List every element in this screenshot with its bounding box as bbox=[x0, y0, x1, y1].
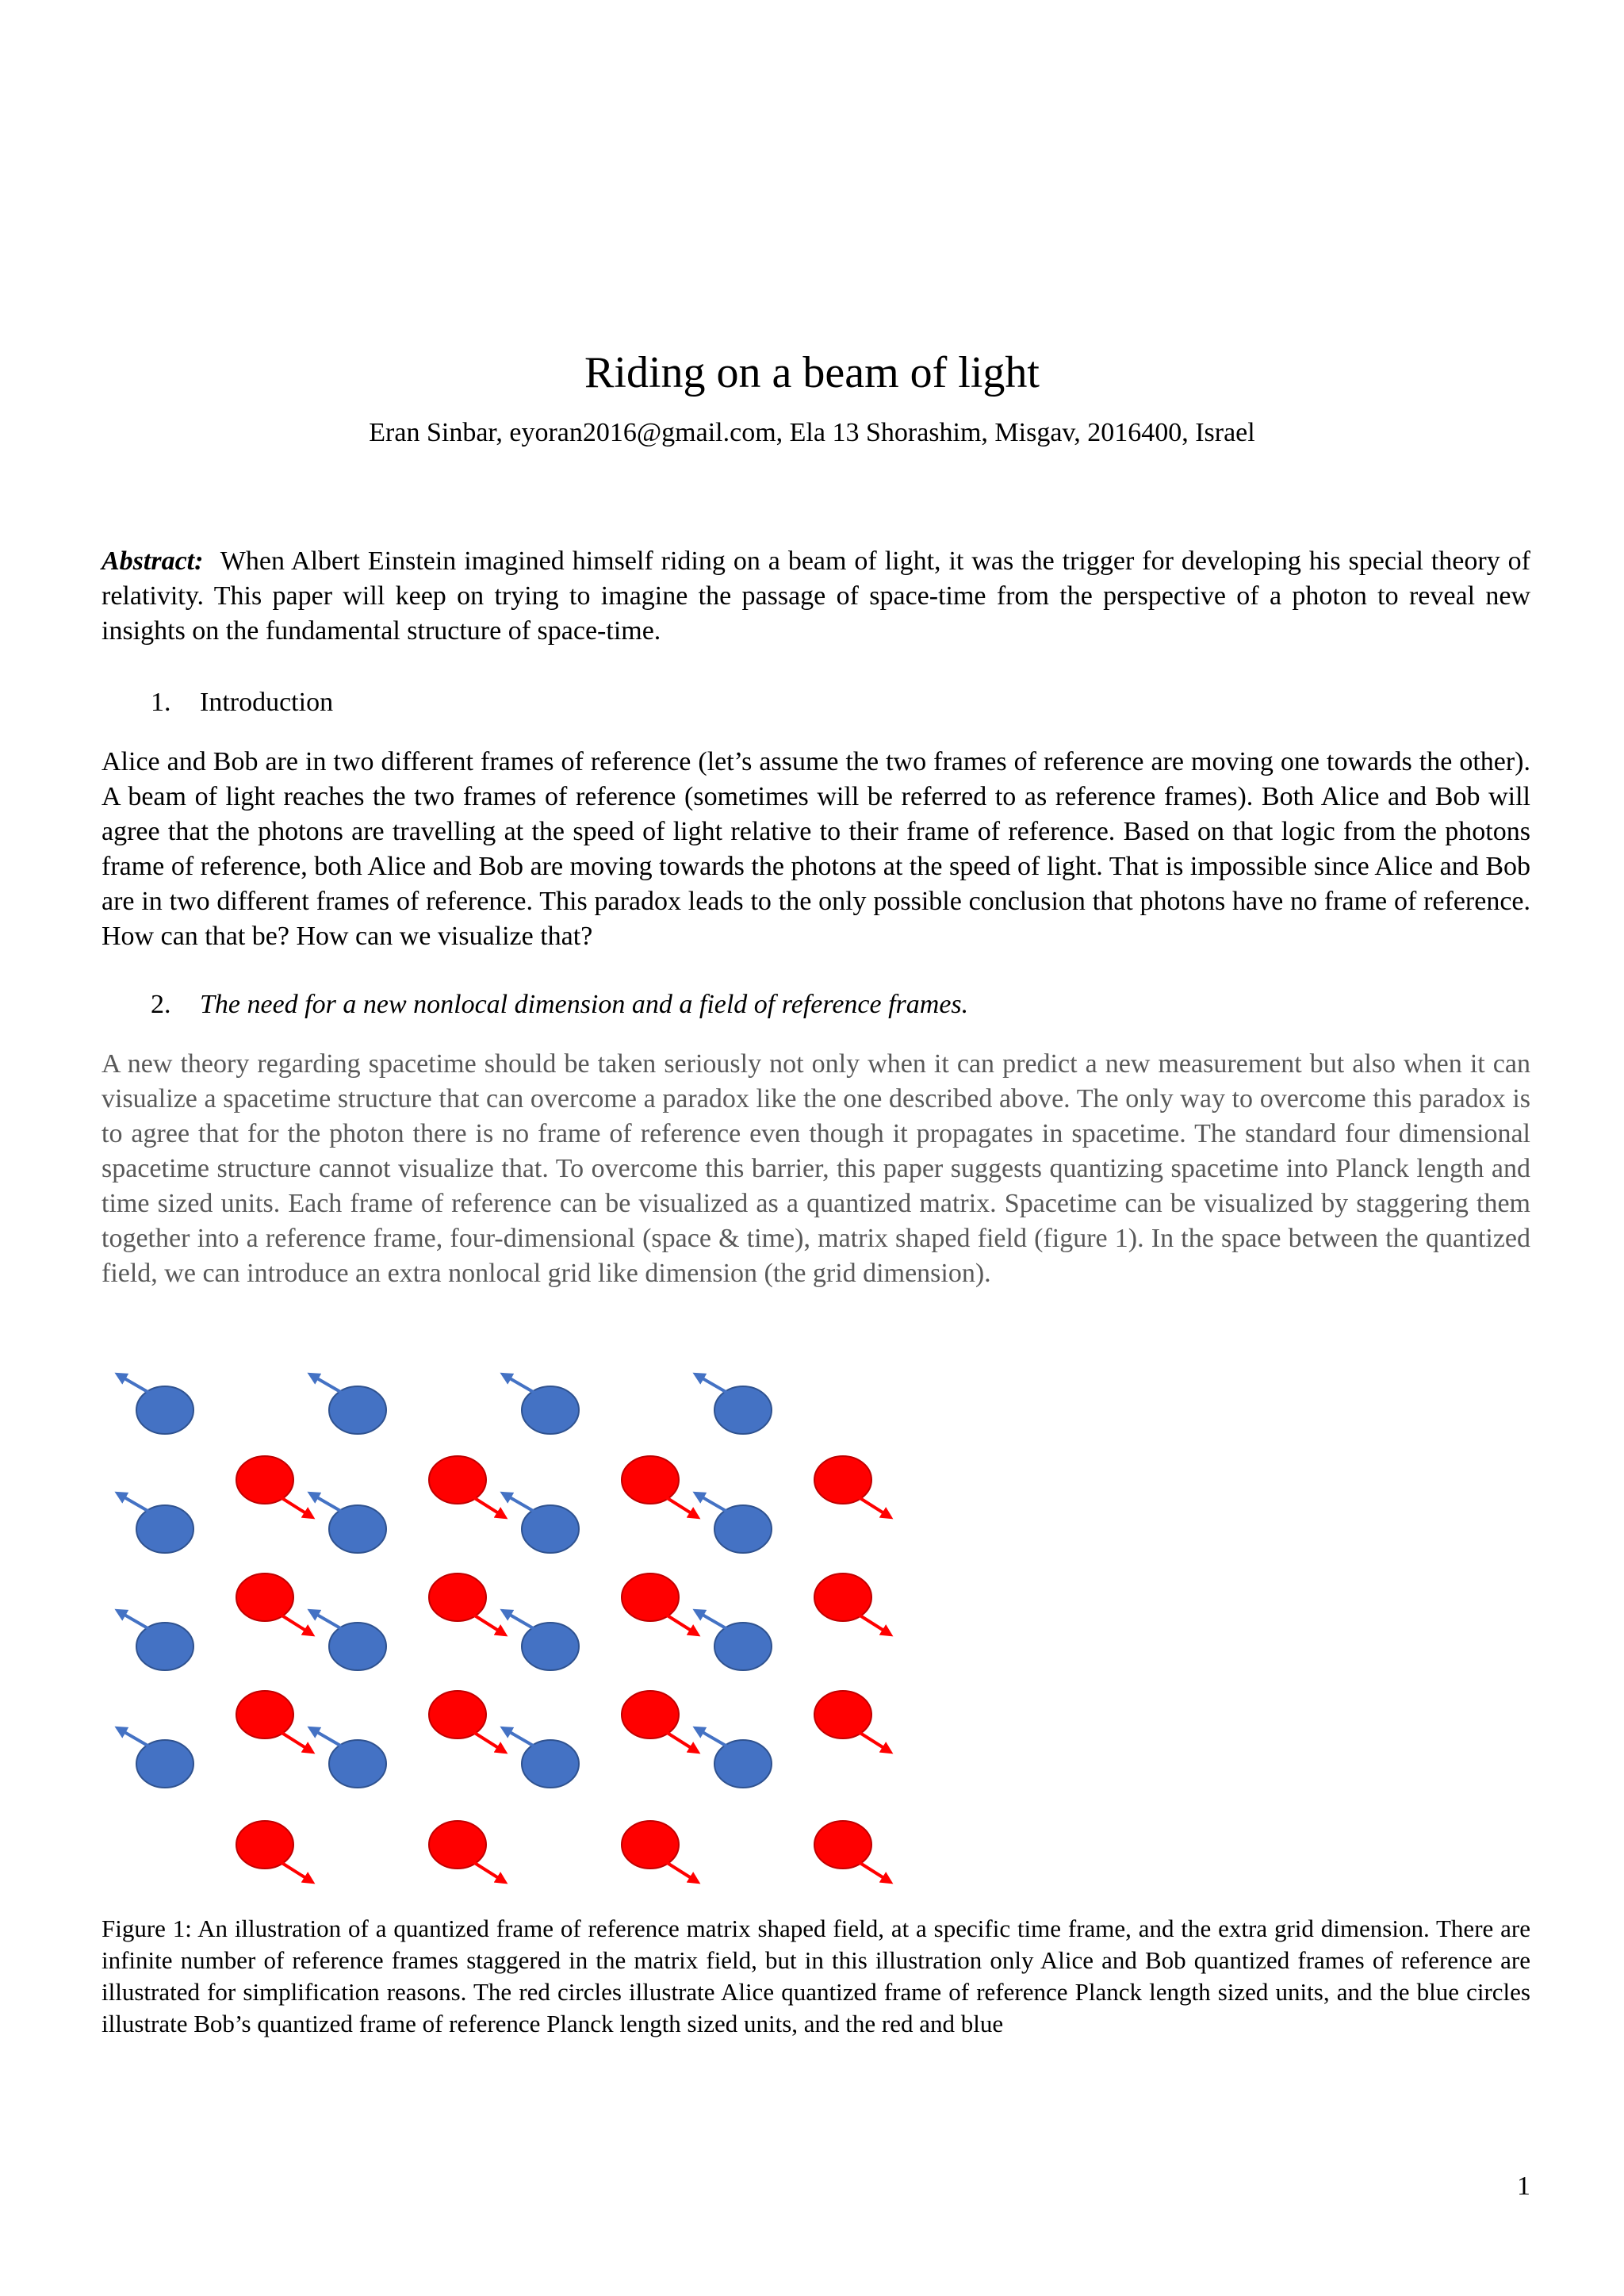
red-circle-alice bbox=[814, 1691, 889, 1751]
section-title: Introduction bbox=[200, 688, 334, 717]
red-circle-alice bbox=[236, 1573, 311, 1634]
blue-circle-bob bbox=[504, 1375, 579, 1434]
red-arrow-down-right bbox=[473, 1862, 504, 1881]
red-arrow-down-right bbox=[666, 1732, 696, 1751]
abstract-text: When Albert Einstein imagined himself riding on a beam of light, it was the trigger for developing his special theory of relativity. This paper will keep on trying to imagine the passage of space-time from the perspective of a photon to reveal new insights on the fundamental structure of space-time. bbox=[102, 546, 1530, 646]
paper-title: Riding on a beam of light bbox=[584, 348, 1040, 397]
blue-arrow-up-left bbox=[119, 1729, 149, 1746]
figure-1-illustration bbox=[102, 1361, 934, 1892]
blue-arrow-up-left bbox=[697, 1375, 727, 1393]
red-circle-alice bbox=[429, 1573, 504, 1634]
blue-circle-bob bbox=[312, 1729, 386, 1788]
blue-circle-bob bbox=[312, 1494, 386, 1553]
section-title: The need for a new nonlocal dimension and a field of reference frames. bbox=[200, 990, 969, 1019]
blue-arrow-up-left bbox=[504, 1612, 534, 1629]
red-circle-alice bbox=[236, 1821, 311, 1881]
blue-circle-bob bbox=[312, 1612, 386, 1670]
page-number: 1 bbox=[1517, 2171, 1530, 2201]
blue-arrow-up-left bbox=[119, 1375, 149, 1393]
blue-circle-bob bbox=[119, 1729, 193, 1788]
red-arrow-down-right bbox=[473, 1615, 504, 1634]
red-arrow-down-right bbox=[859, 1862, 889, 1881]
red-circle-alice bbox=[429, 1691, 504, 1751]
introduction-body: Alice and Bob are in two different frames of reference (let’s assume the two frames of reference are moving one towards the other). A beam of light reaches the two frames of reference (sometimes will be referred to as reference frames). Both Alice and Bob will agree that the photons are travelling at the speed of light relative to their frame of reference. Based on that logic from the photons frame of reference, both Alice and Bob are moving towards the photons at the speed of light. That is impossible since Alice and Bob are in two different frames of reference. This paradox leads to the only possible conclusion that photons have no frame of reference. How can that be? How can we visualize that? bbox=[102, 747, 1530, 951]
red-circle-alice bbox=[622, 1573, 696, 1634]
red-arrow-down-right bbox=[473, 1732, 504, 1751]
red-arrow-down-right bbox=[859, 1497, 889, 1516]
section-heading-nonlocal-dimension bbox=[151, 987, 968, 1022]
figure-1-caption: Figure 1: An illustration of a quantized frame of reference matrix shaped field, at a specific time frame, and the extra grid dimension. There are infinite number of reference frames staggered in the matrix field, but in this illustration only Alice and Bob quantized frames of reference are illustrated for simplification reasons. The red circles illustrate Alice quantized frame of reference Planck length sized units, and the blue circles illustrate Bob’s quantized frame of reference Planck length sized units, and the red and blue bbox=[102, 1915, 1530, 2037]
blue-arrow-up-left bbox=[119, 1494, 149, 1512]
blue-arrow-up-left bbox=[312, 1375, 342, 1393]
blue-arrow-up-left bbox=[312, 1729, 342, 1746]
blue-circle-bob bbox=[697, 1612, 772, 1670]
red-circle-alice bbox=[429, 1456, 504, 1516]
blue-circle-bob bbox=[504, 1612, 579, 1670]
blue-arrow-up-left bbox=[504, 1729, 534, 1746]
blue-circle-bob bbox=[119, 1375, 193, 1434]
section-number: 1. bbox=[151, 688, 171, 717]
red-arrow-down-right bbox=[859, 1732, 889, 1751]
red-arrow-down-right bbox=[281, 1497, 311, 1516]
red-circle-alice bbox=[814, 1573, 889, 1634]
section-number: 2. bbox=[151, 990, 171, 1019]
red-circle-alice bbox=[622, 1821, 696, 1881]
red-circle-alice bbox=[236, 1456, 311, 1516]
red-arrow-down-right bbox=[666, 1862, 696, 1881]
blue-circle-bob bbox=[504, 1729, 579, 1788]
red-arrow-down-right bbox=[666, 1615, 696, 1634]
blue-arrow-up-left bbox=[697, 1612, 727, 1629]
red-arrow-down-right bbox=[281, 1862, 311, 1881]
red-arrow-down-right bbox=[281, 1615, 311, 1634]
blue-circle-bob bbox=[697, 1729, 772, 1788]
blue-arrow-up-left bbox=[504, 1375, 534, 1393]
red-circle-alice bbox=[622, 1456, 696, 1516]
red-circle-alice bbox=[814, 1456, 889, 1516]
blue-arrow-up-left bbox=[504, 1494, 534, 1512]
red-arrow-down-right bbox=[859, 1615, 889, 1634]
section-heading-introduction bbox=[151, 685, 333, 720]
red-circle-alice bbox=[429, 1821, 504, 1881]
blue-arrow-up-left bbox=[697, 1494, 727, 1512]
blue-arrow-up-left bbox=[119, 1612, 149, 1629]
red-circle-alice bbox=[236, 1691, 311, 1751]
blue-circle-bob bbox=[119, 1612, 193, 1670]
blue-circle-bob bbox=[697, 1375, 772, 1434]
blue-circle-bob bbox=[697, 1494, 772, 1553]
red-arrow-down-right bbox=[666, 1497, 696, 1516]
red-arrow-down-right bbox=[473, 1497, 504, 1516]
blue-circle-bob bbox=[504, 1494, 579, 1553]
blue-arrow-up-left bbox=[312, 1612, 342, 1629]
red-circle-alice bbox=[814, 1821, 889, 1881]
red-circle-alice bbox=[622, 1691, 696, 1751]
blue-circle-bob bbox=[119, 1494, 193, 1553]
abstract bbox=[102, 544, 1530, 649]
blue-circle-bob bbox=[312, 1375, 386, 1434]
abstract-label: Abstract: bbox=[102, 546, 204, 576]
section-2-body: A new theory regarding spacetime should be taken seriously not only when it can predict a new measurement but also when it can visualize a spacetime structure that can overcome a paradox like the one described above. The only way to overcome this paradox is to agree that for the photon there is no frame of reference even though it propagates in spacetime. The standard four dimensional spacetime structure cannot visualize that. To overcome this barrier, this paper suggests quantizing spacetime into Planck length and time sized units. Each frame of reference can be visualized as a quantized matrix. Spacetime can be visualized by staggering them together into a reference frame, four-dimensional (space & time), matrix shaped field (figure 1). In the space between the quantized field, we can introduce an extra nonlocal grid like dimension (the grid dimension). bbox=[102, 1049, 1530, 1288]
blue-arrow-up-left bbox=[697, 1729, 727, 1746]
red-arrow-down-right bbox=[281, 1732, 311, 1751]
author-line: Eran Sinbar, eyoran2016@gmail.com, Ela 13 Shorashim, Misgav, 2016400, Israel bbox=[369, 418, 1255, 447]
blue-arrow-up-left bbox=[312, 1494, 342, 1512]
